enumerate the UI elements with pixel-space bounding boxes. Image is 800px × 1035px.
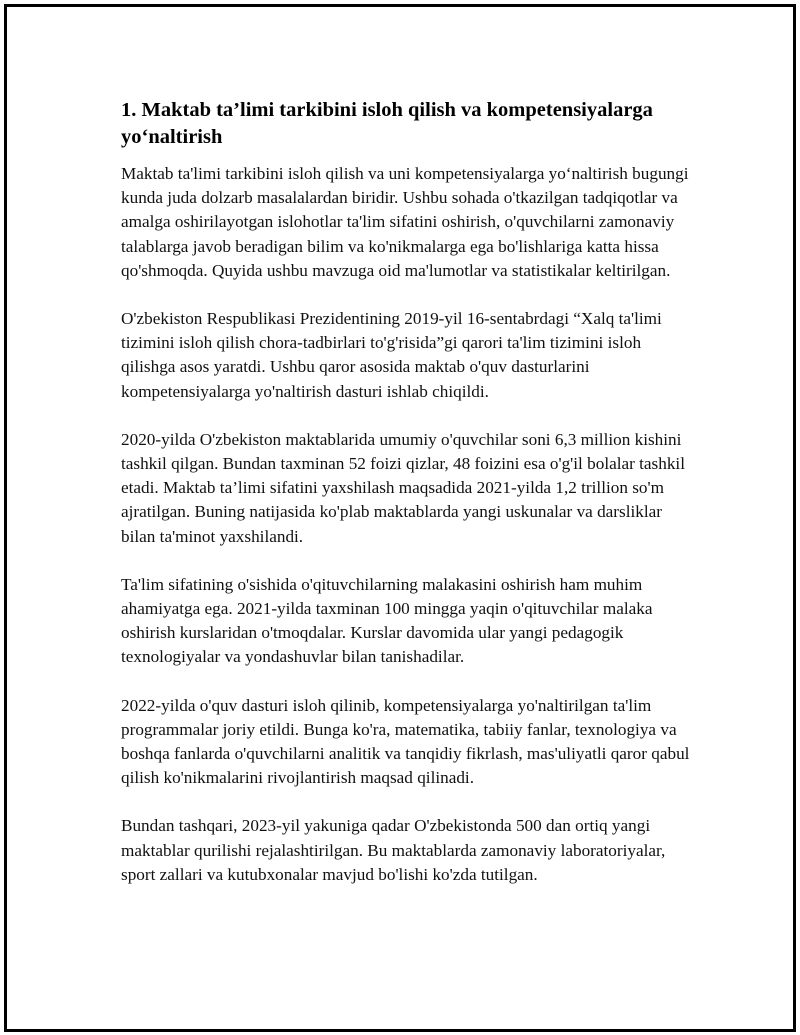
paragraph-statistics-2020: 2020-yilda O'zbekiston maktablarida umumiy o'quvchilar soni 6,3 million kishini tashkil qilgan. Bundan taxminan 52 foizi qizlar, 48 foizini esa o'g'il bolalar tashkil etadi. Maktab ta’limi sifatini yaxshilash maqsadida 2021-yilda 1,2 trillion so'm ajratilgan. Buning natijasida ko'plab maktablarda yangi uskunalar va darsliklar bilan ta'minot yaxshilandi. xyxy=(121,429,685,546)
paragraph-decree: O'zbekiston Respublikasi Prezidentining 2019-yil 16-sentabrdagi “Xalq ta'limi tizimini isloh qilish chora-tadbirlari to'g'risida”gi qarori ta'lim tizimini isloh qilishga asos yaratdi. Ushbu qaror asosida maktab o'quv dasturlarini kompetensiyalarga yo'naltirish dasturi ishlab chiqildi. xyxy=(121,309,662,401)
paragraph-curriculum-2022: 2022-yilda o'quv dasturi isloh qilinib, kompetensiyalarga yo'naltirilgan ta'lim programmalar joriy etildi. Bunga ko'ra, matematika, tabiiy fanlar, texnologiya va boshqa fanlarda o'quvchilarni analitik va tanqidiy fikrlash, mas'uliyatli qaror qabul qilish ko'nikmalarini rivojlantirish maqsad qilinadi. xyxy=(121,695,690,788)
section-heading: 1. Maktab ta’limi tarkibini isloh qilish va kompetensiyalarga yo‘naltirish xyxy=(121,99,653,148)
document-body xyxy=(121,97,691,911)
paragraph-teacher-training: Ta'lim sifatining o'sishida o'qituvchilarning malakasini oshirish ham muhim ahamiyatga ega. 2021-yilda taxminan 100 mingga yaqin o'qituvchilar malaka oshirish kurslaridan o'tmoqdalar. Kurslar davomida ular yangi pedagogik texnologiyalar va yondashuvlar bilan tanishadilar. xyxy=(121,574,653,667)
document-page xyxy=(4,4,796,1032)
paragraph-intro: Maktab ta'limi tarkibini isloh qilish va uni kompetensiyalarga yo‘naltirish bugungi kunda juda dolzarb masalalardan biridir. Ushbu sohada o'tkazilgan tadqiqotlar va amalga oshirilayotgan islohotlar ta'lim sifatini oshirish, o'quvchilarni zamonaviy talablarga javob beradigan bilim va ko'nikmalarga ega bo'lishlariga katta hissa qo'shmoqda. Quyida ushbu mavzuga oid ma'lumotlar va statistikalar keltirilgan. xyxy=(121,164,689,280)
paragraph-new-schools: Bundan tashqari, 2023-yil yakuniga qadar O'zbekistonda 500 dan ortiq yangi maktablar qurilishi rejalashtirilgan. Bu maktablarda zamonaviy laboratoriyalar, sport zallari va kutubxonalar mavjud bo'lishi ko'zda tutilgan. xyxy=(121,816,666,884)
